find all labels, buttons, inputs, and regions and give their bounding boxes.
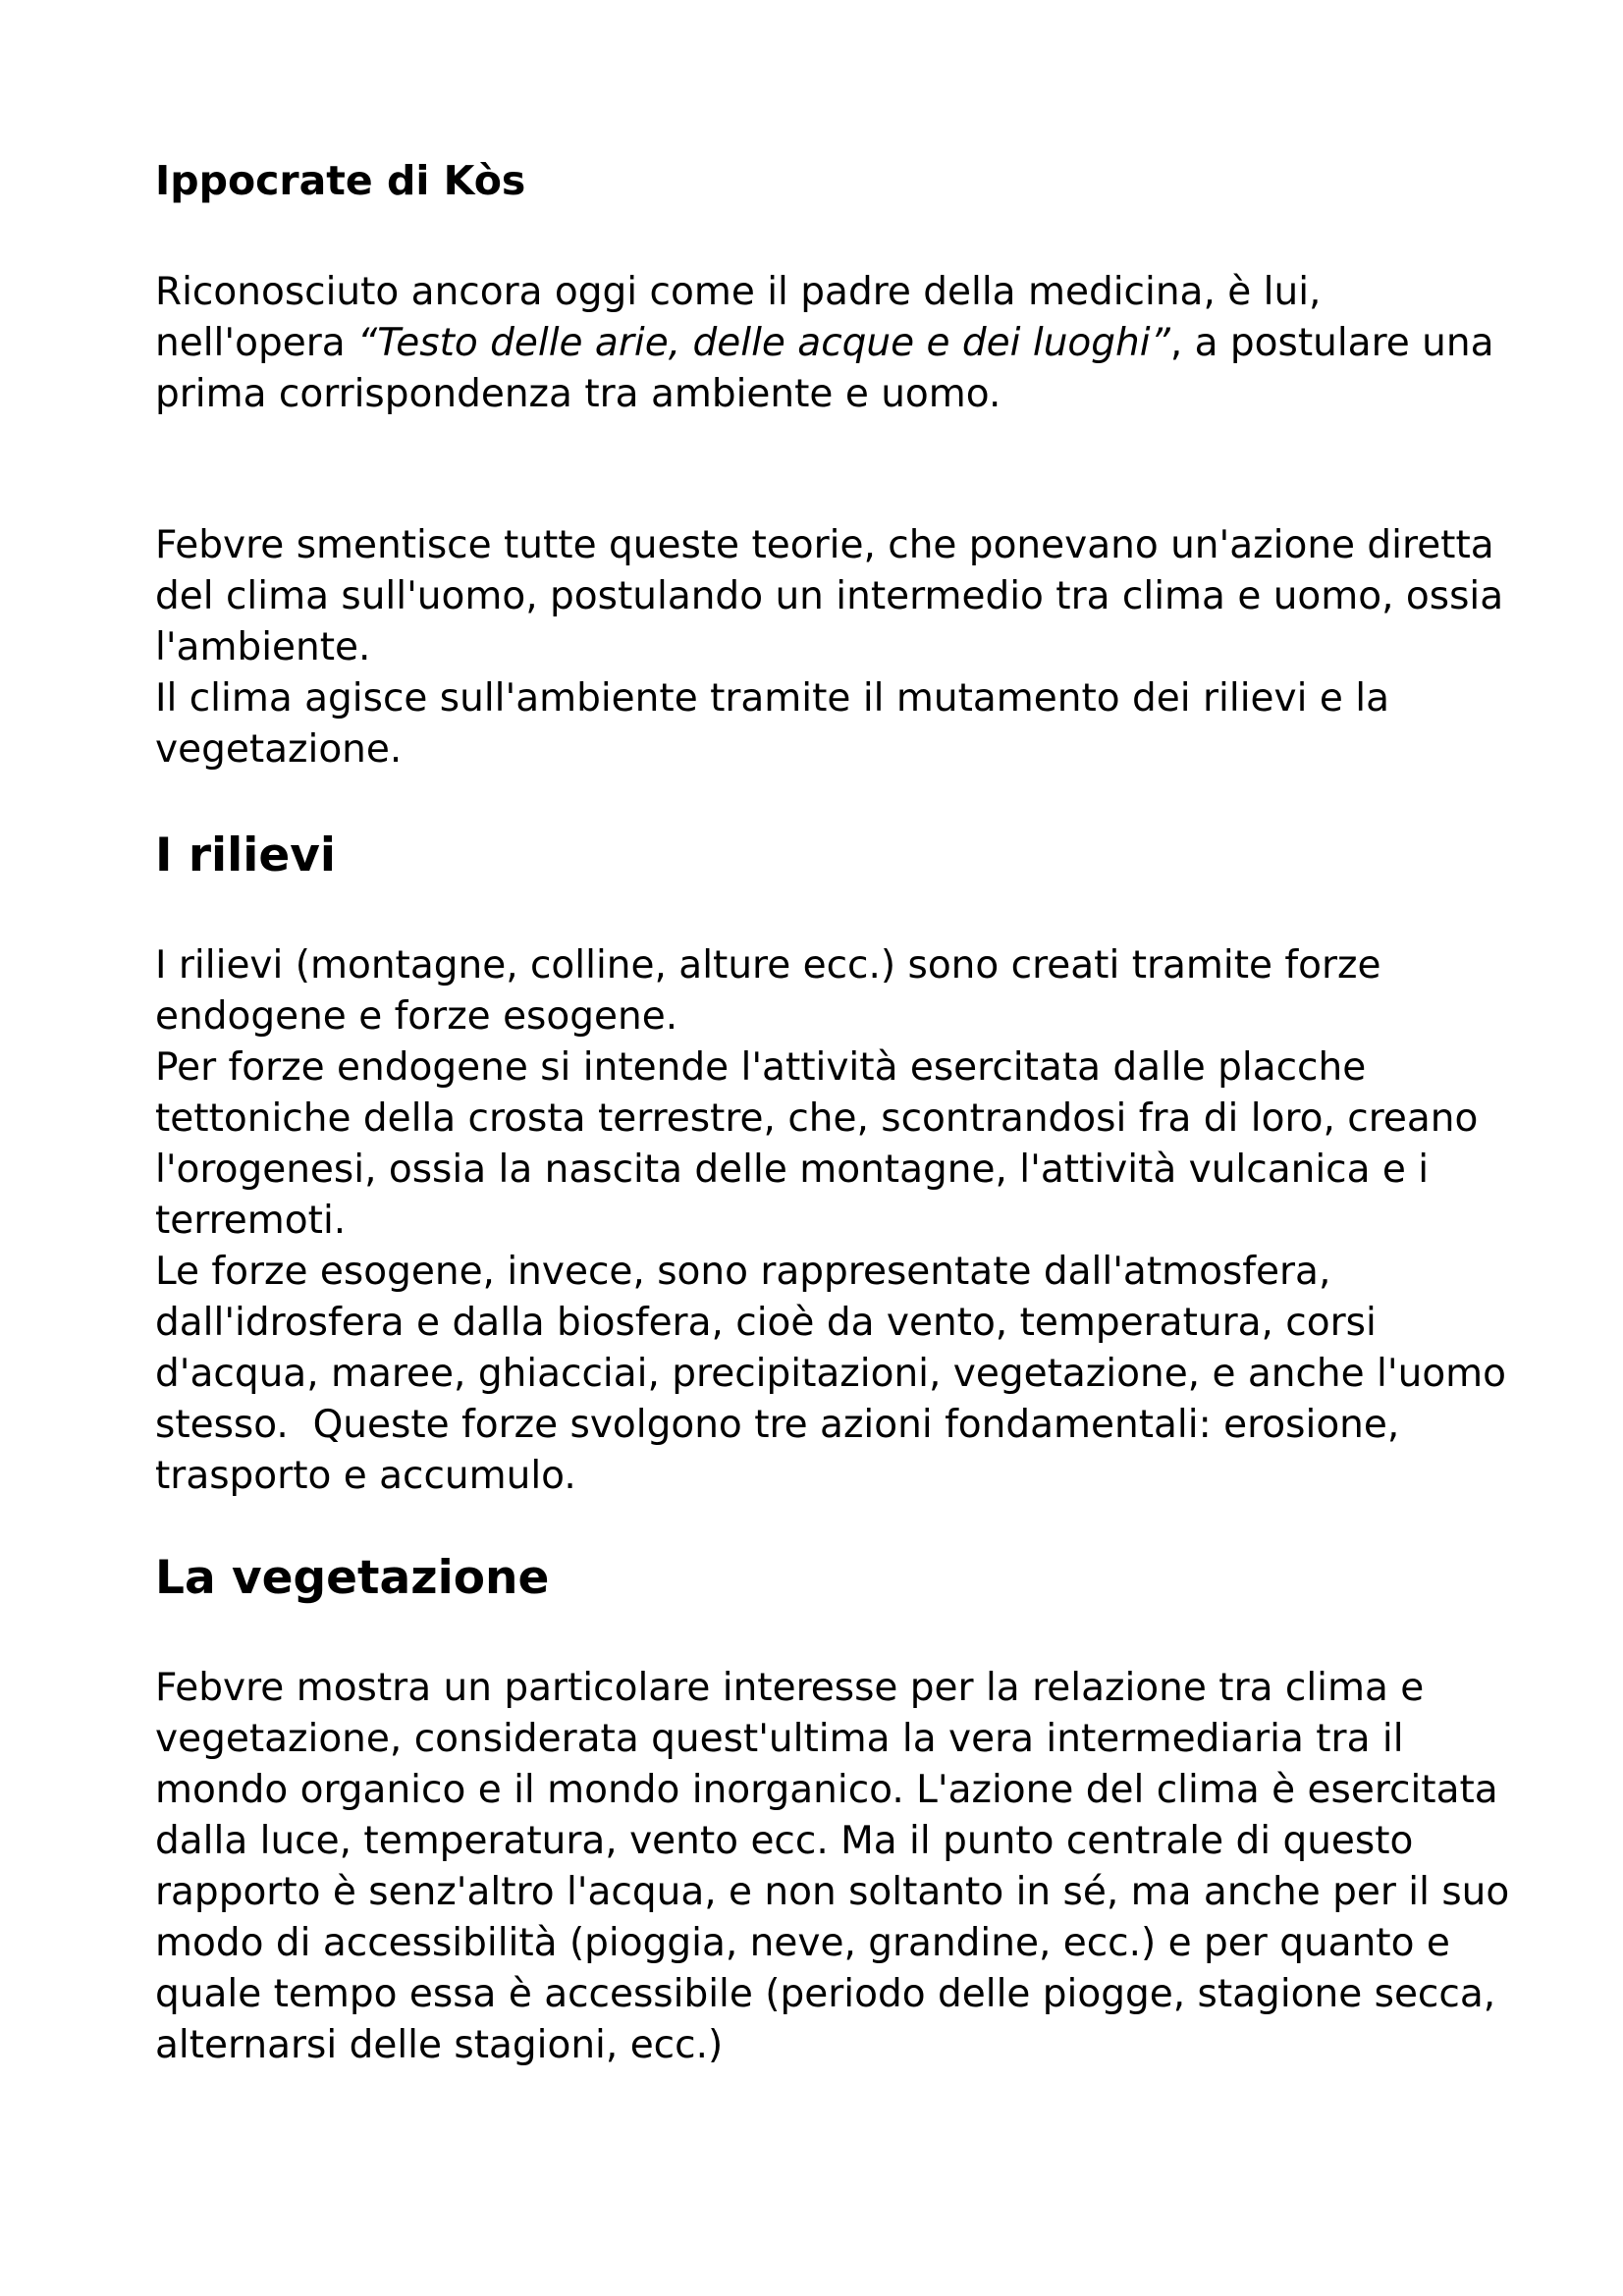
text-line: mondo organico e il mondo inorganico. L'azione del clima è esercitata — [155, 1768, 1498, 1812]
paragraph-ippocrate — [155, 267, 1579, 420]
text-line: vegetazione, considerata quest'ultima la vera intermediaria tra il — [155, 1717, 1404, 1761]
text-line — [155, 318, 1579, 369]
text-line: vegetazione. — [155, 727, 403, 772]
section-heading-vegetazione: La vegetazione — [155, 1551, 550, 1605]
text-fragment: nell'opera — [155, 321, 358, 365]
section-title-ippocrate: Ippocrate di Kòs — [155, 157, 526, 204]
text-line: trasporto e accumulo. — [155, 1454, 576, 1498]
text-line: endogene e forze esogene. — [155, 994, 678, 1039]
text-line: stesso. Queste forze svolgono tre azioni fondamentali: erosione, — [155, 1403, 1400, 1447]
text-line: terremoti. — [155, 1199, 347, 1243]
paragraph-febvre — [155, 520, 1579, 775]
text-line: Febvre smentisce tutte queste teorie, che ponevano un'azione diretta — [155, 523, 1494, 567]
text-line: dalla luce, temperatura, vento ecc. Ma il punto centrale di questo — [155, 1819, 1414, 1863]
text-line: l'orogenesi, ossia la nascita delle montagne, l'attività vulcanica e i — [155, 1148, 1430, 1192]
text-line: prima corrispondenza tra ambiente e uomo. — [155, 372, 1001, 416]
work-title: “Testo delle arie, delle acque e dei luoghi” — [357, 321, 1170, 365]
text-line: alternarsi delle stagioni, ecc.) — [155, 2023, 724, 2067]
paragraph-rilievi — [155, 940, 1579, 1502]
text-line: modo di accessibilità (pioggia, neve, grandine, ecc.) e per quanto e — [155, 1921, 1450, 1965]
text-line: Riconosciuto ancora oggi come il padre della medicina, è lui, — [155, 270, 1322, 314]
text-line: Febvre mostra un particolare interesse per la relazione tra clima e — [155, 1666, 1425, 1710]
text-line: dall'idrosfera e dalla biosfera, cioè da vento, temperatura, corsi — [155, 1301, 1377, 1345]
paragraph-vegetazione — [155, 1663, 1579, 2071]
text-line: quale tempo essa è accessibile (periodo delle piogge, stagione secca, — [155, 1972, 1496, 2016]
text-line: rapporto è senz'altro l'acqua, e non soltanto in sé, ma anche per il suo — [155, 1870, 1510, 1914]
text-line: Il clima agisce sull'ambiente tramite il mutamento dei rilievi e la — [155, 676, 1389, 721]
text-line: Le forze esogene, invece, sono rappresentate dall'atmosfera, — [155, 1250, 1331, 1294]
text-line: I rilievi (montagne, colline, alture ecc.) sono creati tramite forze — [155, 943, 1381, 988]
text-line: l'ambiente. — [155, 625, 371, 669]
section-heading-rilievi: I rilievi — [155, 828, 336, 882]
text-line: Per forze endogene si intende l'attività esercitata dalle placche — [155, 1045, 1367, 1090]
text-fragment: , a postulare una — [1169, 321, 1494, 365]
text-line: del clima sull'uomo, postulando un intermedio tra clima e uomo, ossia — [155, 574, 1504, 618]
document-page — [155, 147, 1579, 2071]
text-line: d'acqua, maree, ghiacciai, precipitazioni, vegetazione, e anche l'uomo — [155, 1352, 1507, 1396]
text-line: tettoniche della crosta terrestre, che, scontrandosi fra di loro, creano — [155, 1096, 1479, 1141]
